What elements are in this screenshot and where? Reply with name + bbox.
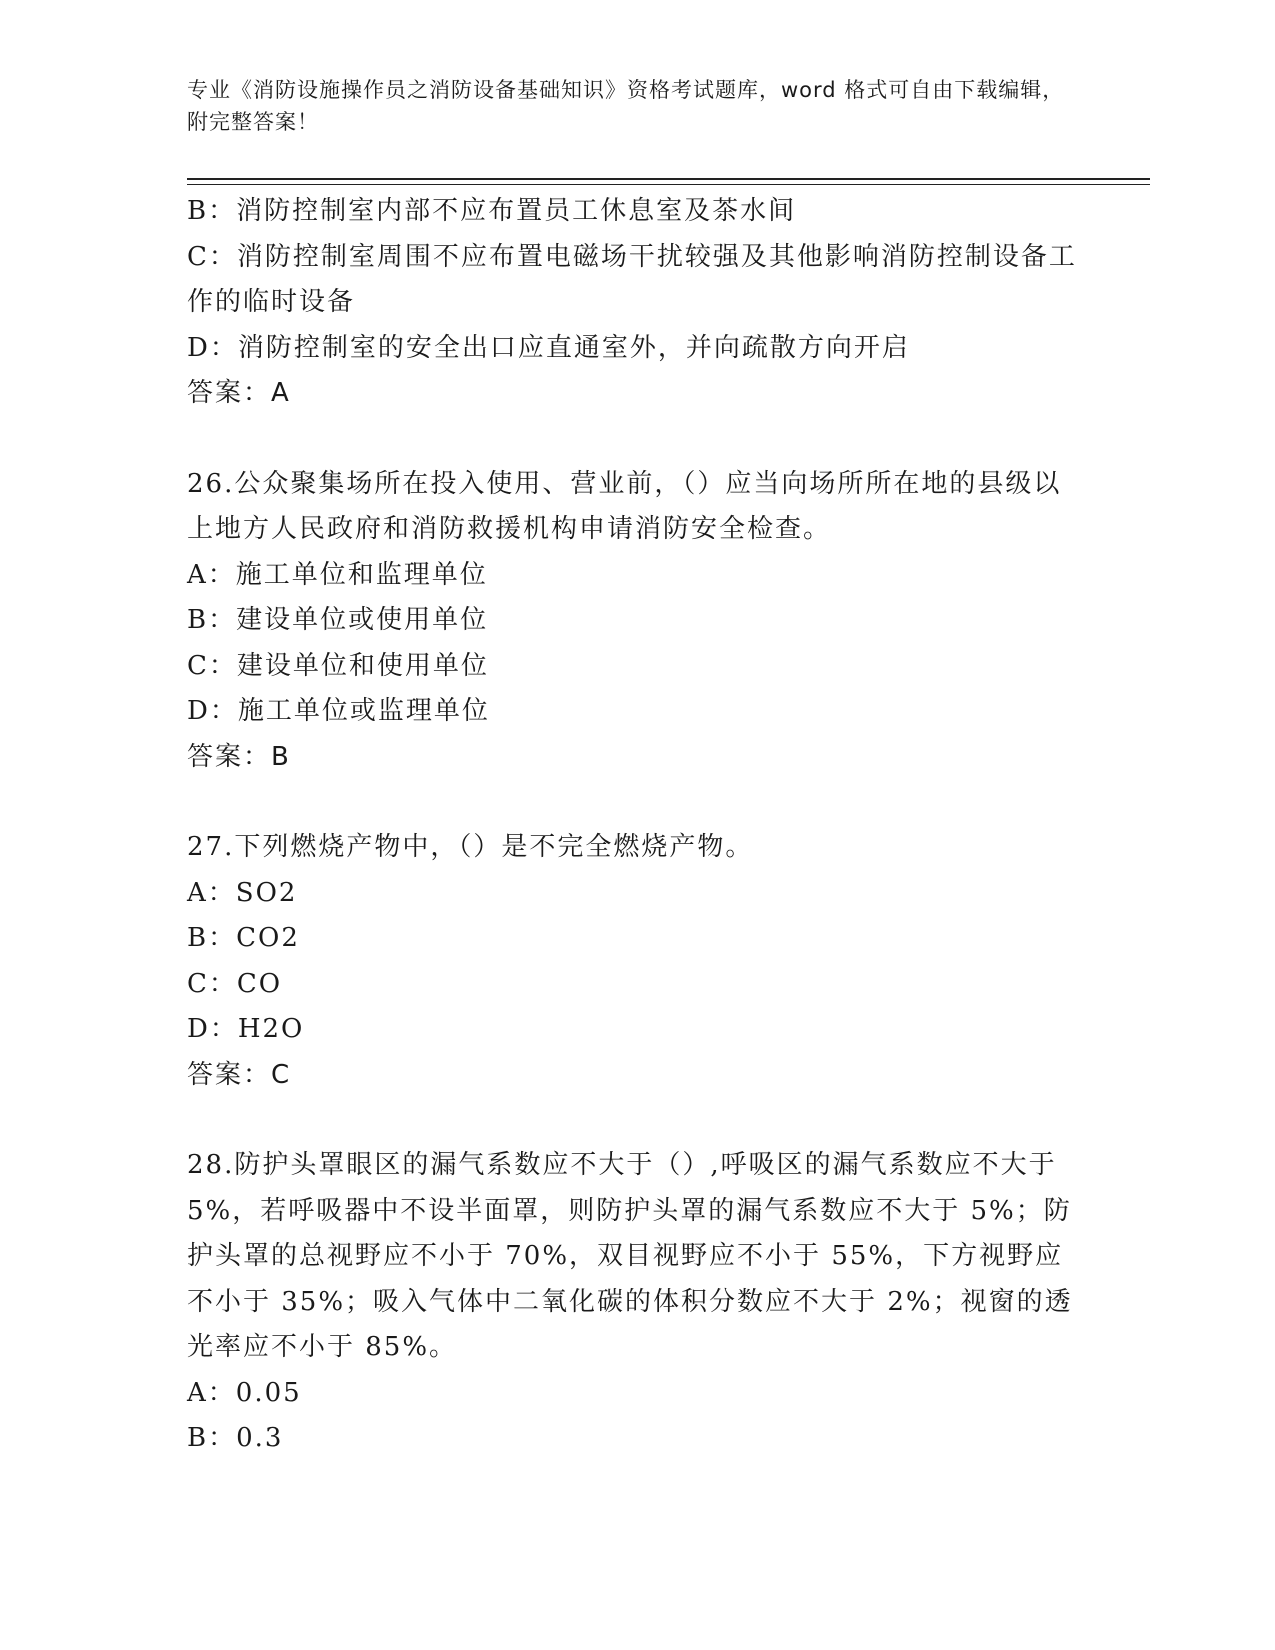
- document-header: 专业《消防设施操作员之消防设备基础知识》资格考试题库，word 格式可自由下载编辑，附完整答案！: [187, 78, 1065, 134]
- question-27: [187, 825, 1077, 1098]
- question-stem: 28.防护头罩眼区的漏气系数应不大于（）,呼吸区的漏气系数应不大于 5%，若呼吸器中不设半面罩，则防护头罩的漏气系数应不大于 5%；防护头罩的总视野应不小于 70%，双目视野应不小于 55%，下方视野应不小于 35%；吸入气体中二氧化碳的体积分数应不大于 2%；视窗的透光率应不小于 85%。: [187, 1150, 1073, 1362]
- option-d: D：H2O: [187, 1014, 305, 1044]
- header-divider-thin: [187, 184, 1150, 185]
- question-content: [187, 189, 1077, 1462]
- option-b: B：0.3: [187, 1423, 284, 1453]
- option-b: B：建设单位或使用单位: [187, 605, 489, 635]
- option-c: C：建设单位和使用单位: [187, 650, 489, 681]
- option-d: D：施工单位或监理单位: [187, 696, 490, 726]
- option-a: A：施工单位和监理单位: [187, 559, 488, 590]
- question-stem: 26.公众聚集场所在投入使用、营业前，（）应当向场所所在地的县级以上地方人民政府和消防救援机构申请消防安全检查。: [187, 468, 1062, 544]
- question-26: [187, 462, 1077, 781]
- prev-question-block: [187, 189, 1077, 417]
- answer-line: 答案：A: [187, 378, 291, 408]
- answer-line: 答案：C: [187, 1059, 292, 1090]
- option-d: D：消防控制室的安全出口应直通室外，并向疏散方向开启: [187, 332, 910, 363]
- option-a: A：SO2: [187, 877, 298, 908]
- header-divider-thick: [187, 178, 1150, 180]
- option-c: C：CO: [187, 968, 283, 999]
- question-28: [187, 1143, 1077, 1462]
- option-b: B：CO2: [187, 923, 300, 953]
- answer-line: 答案：B: [187, 741, 291, 772]
- option-b: B：消防控制室内部不应布置员工休息室及茶水间: [187, 196, 797, 226]
- question-stem: 27.下列燃烧产物中，（）是不完全燃烧产物。: [187, 832, 754, 862]
- option-c: C：消防控制室周围不应布置电磁场干扰较强及其他影响消防控制设备工作的临时设备: [187, 241, 1077, 317]
- option-a: A：0.05: [187, 1377, 302, 1408]
